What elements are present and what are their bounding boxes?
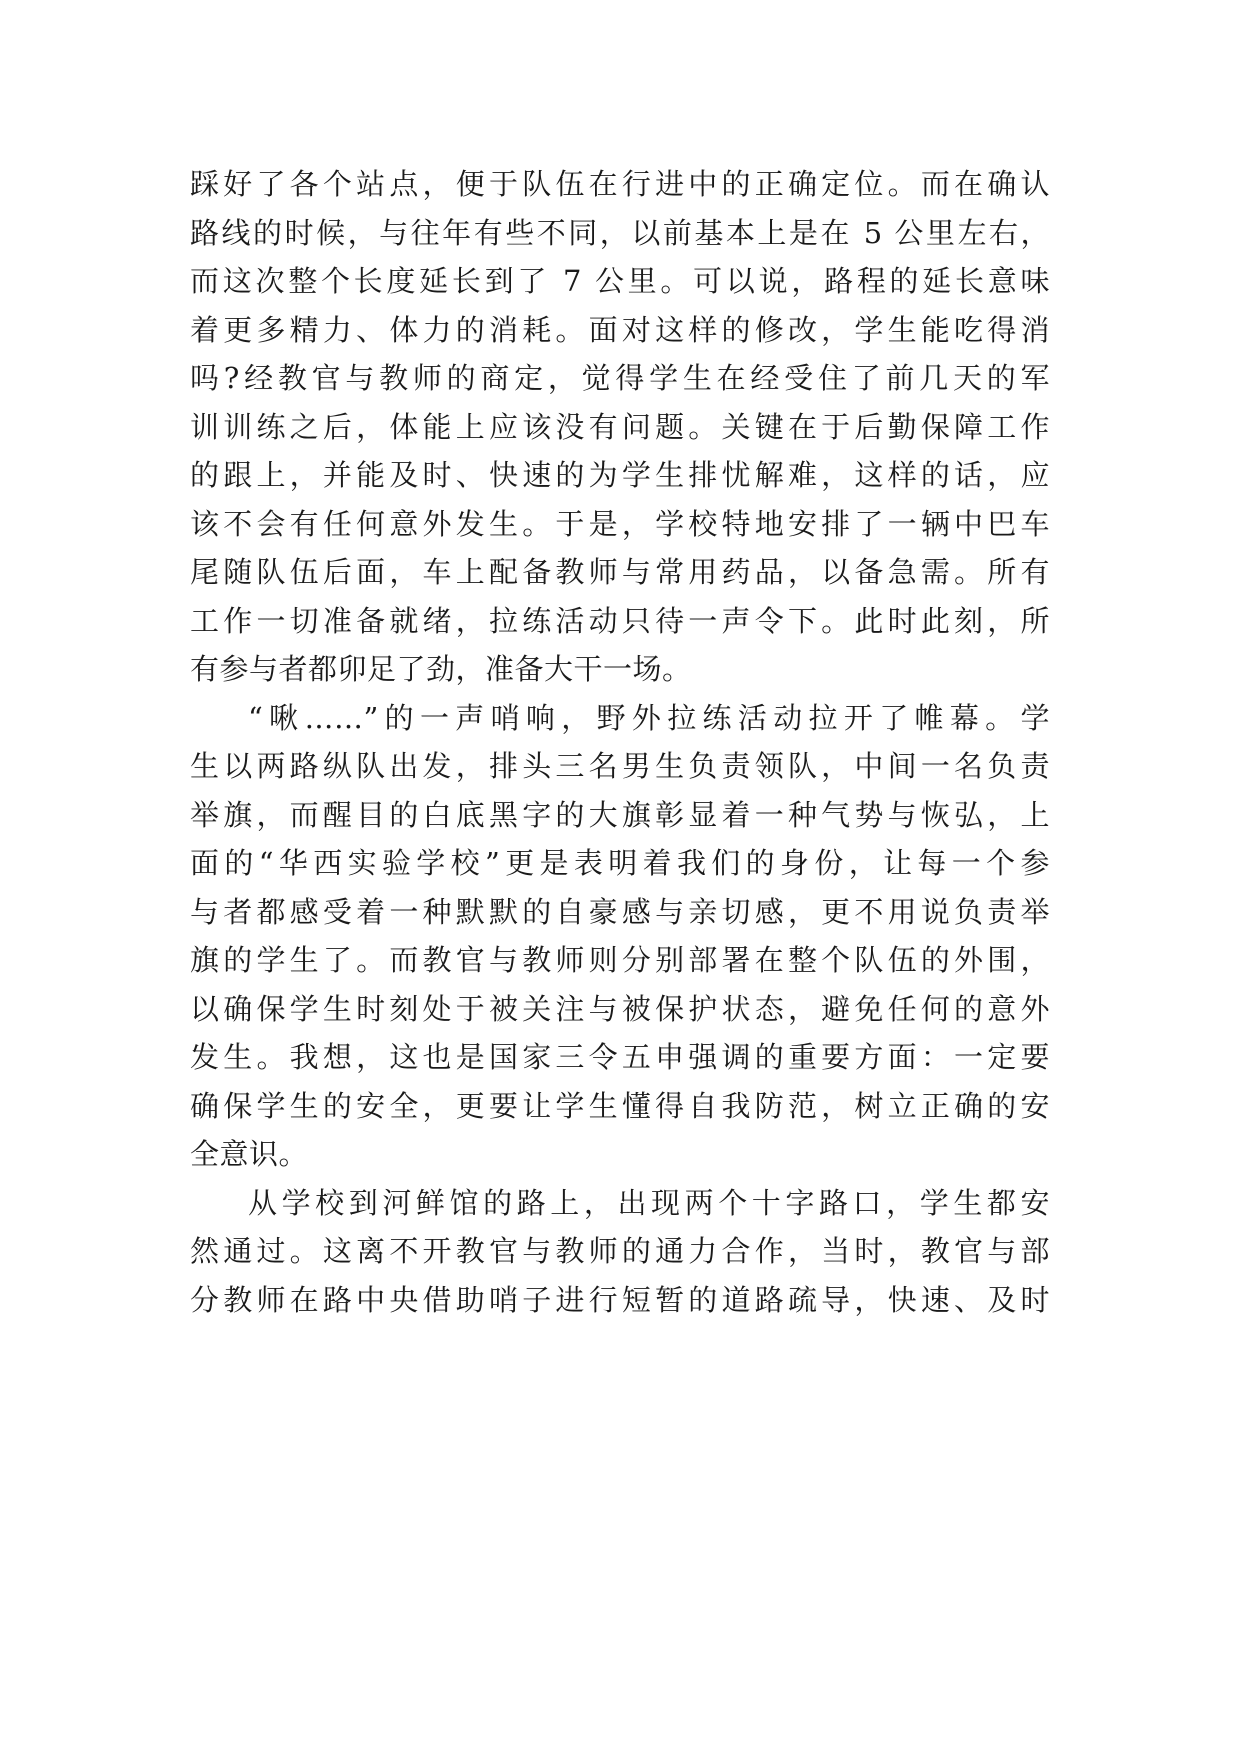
text-line: 举旗，而醒目的白底黑字的大旗彰显着一种气势与恢弘，上	[190, 797, 1050, 832]
paragraph	[190, 160, 1050, 694]
text-line: 确保学生的安全，更要让学生懂得自我防范，树立正确的安	[190, 1088, 1050, 1123]
text-line: 该不会有任何意外发生。于是，学校特地安排了一辆中巴车	[190, 506, 1050, 541]
text-line: 尾随队伍后面，车上配备教师与常用药品，以备急需。所有	[190, 555, 1050, 589]
text-line: 旗的学生了。而教官与教师则分别部署在整个队伍的外围，	[190, 943, 1050, 977]
text-line: 与者都感受着一种默默的自豪感与亲切感，更不用说负责举	[190, 894, 1050, 929]
text-line: 吗?经教官与教师的商定，觉得学生在经受住了前几天的军	[190, 361, 1050, 395]
text-line: 然通过。这离不开教官与教师的通力合作，当时，教官与部	[190, 1234, 1050, 1268]
text-line: 面的“华西实验学校”更是表明着我们的身份，让每一个参	[190, 846, 1050, 880]
paragraph	[190, 1179, 1050, 1325]
text-line: 以确保学生时刻处于被关注与被保护状态，避免任何的意外	[190, 991, 1050, 1026]
text-line: 有参与者都卯足了劲，准备大干一场。	[190, 652, 692, 686]
paragraph	[190, 694, 1050, 1179]
text-line: 的跟上，并能及时、快速的为学生排忧解难，这样的话，应	[190, 458, 1050, 492]
text-line: 而这次整个长度延长到了 7 公里。可以说，路程的延长意味	[190, 264, 1050, 298]
text-line: 从学校到河鲜馆的路上，出现两个十字路口，学生都安	[248, 1185, 1050, 1220]
text-line: 踩好了各个站点，便于队伍在行进中的正确定位。而在确认	[190, 167, 1050, 201]
text-line: “啾……”的一声哨响，野外拉练活动拉开了帷幕。学	[248, 700, 1050, 735]
text-line: 分教师在路中央借助哨子进行短暂的道路疏导，快速、及时	[190, 1282, 1050, 1317]
text-line: 路线的时候，与往年有些不同，以前基本上是在 5 公里左右，	[190, 215, 1050, 250]
text-line: 着更多精力、体力的消耗。面对这样的修改，学生能吃得消	[190, 312, 1050, 347]
text-line: 生以两路纵队出发，排头三名男生负责领队，中间一名负责	[190, 749, 1050, 783]
body-text	[190, 160, 1050, 1324]
text-line: 训训练之后，体能上应该没有问题。关键在于后勤保障工作	[190, 409, 1050, 444]
text-line: 工作一切准备就绪，拉练活动只待一声令下。此时此刻，所	[190, 603, 1050, 638]
text-line: 全意识。	[190, 1137, 309, 1171]
text-line: 发生。我想，这也是国家三令五申强调的重要方面：一定要	[190, 1040, 1050, 1074]
